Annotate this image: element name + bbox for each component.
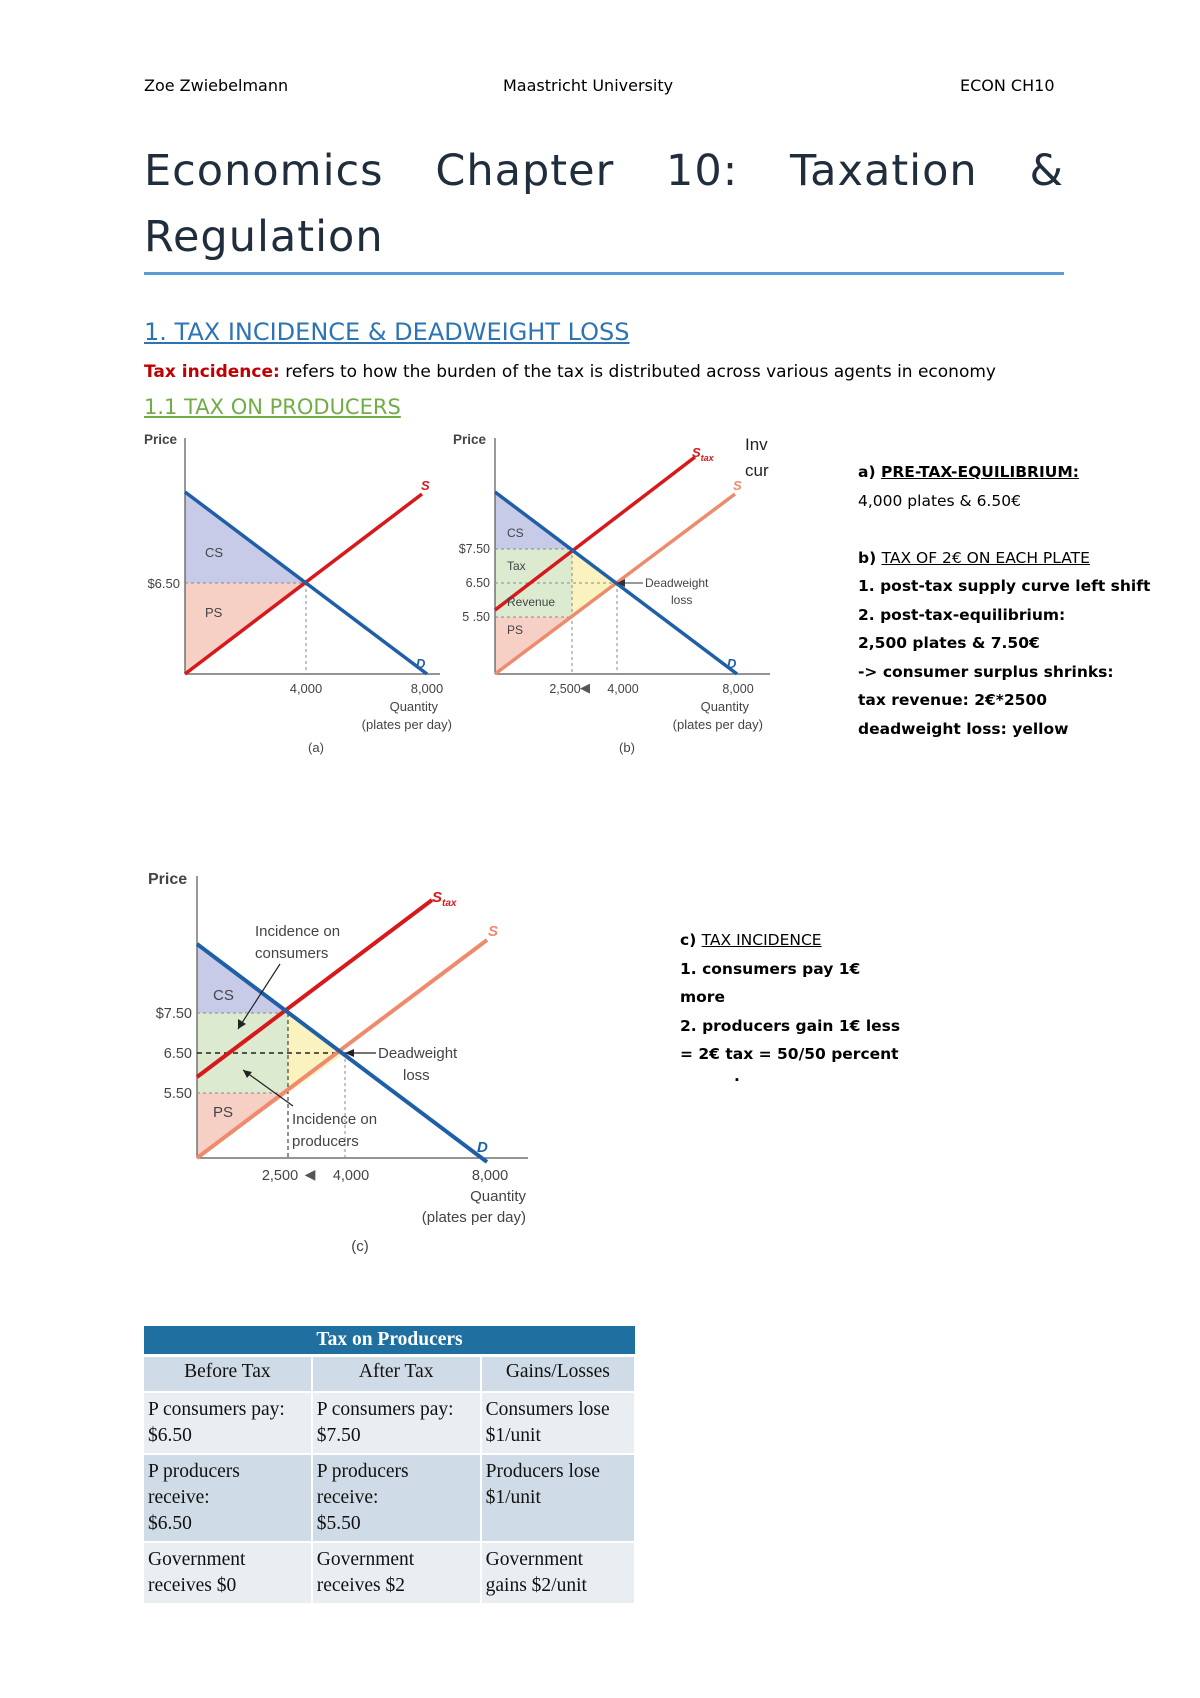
table-cell: Producers lose $1/unit: [481, 1454, 635, 1542]
note-c-prefix: c): [680, 931, 702, 949]
table-cell: P consumers pay: $7.50: [312, 1392, 481, 1454]
chart-a-ps-label: PS: [205, 605, 223, 620]
chart-c-ylabel: Price: [148, 871, 188, 888]
chart-b-y-tick-1: $7.50: [458, 542, 490, 556]
table-col-header: Gains/Losses: [481, 1356, 635, 1393]
notes-ab: [858, 458, 1150, 743]
chart-b-cs-label: CS: [507, 526, 524, 540]
note-b-line1: 1. post-tax supply curve left shift: [858, 577, 1151, 595]
table-col-header: After Tax: [312, 1356, 481, 1393]
note-a-title: PRE-TAX-EQUILIBRIUM:: [880, 463, 1079, 481]
chart-b-s-label: S: [733, 478, 742, 493]
table-cell: Government receives $0: [144, 1542, 312, 1604]
note-c-title: TAX INCIDENCE: [701, 931, 822, 949]
table-col-header: Before Tax: [144, 1356, 312, 1393]
chart-a-x-tick-1: 4,000: [289, 681, 323, 696]
table-row: [144, 1542, 635, 1604]
chart-c-inc-prod-label-1: Incidence on: [292, 1111, 378, 1128]
chart-c-dwl-label-1: Deadweight: [378, 1045, 458, 1062]
note-b-line6: deadweight loss: yellow: [858, 719, 1069, 738]
table-row: [144, 1454, 635, 1542]
chart-c: [140, 866, 540, 1258]
table-cell: Government receives $2: [312, 1542, 481, 1604]
chart-c-cs-label: CS: [213, 987, 234, 1004]
notes-c: [680, 926, 900, 1083]
chart-b-dwl-label-2: loss: [671, 593, 693, 607]
chart-c-xlabel-sub: (plates per day): [421, 1209, 526, 1226]
chart-a-xlabel-sub: (plates per day): [361, 717, 452, 732]
chart-b-dwl-label-1: Deadweight: [645, 576, 709, 590]
chart-c-y-tick-3: 5.50: [163, 1086, 192, 1102]
chart-a-cs-label: CS: [205, 545, 224, 560]
definition-term: Tax incidence:: [144, 362, 280, 382]
tax-on-producers-table: [144, 1326, 636, 1605]
chart-b-ylabel: Price: [453, 432, 487, 447]
note-b-line2: 2. post-tax-equilibrium:: [858, 605, 1066, 624]
definition-paragraph: [144, 362, 996, 382]
chart-b-cut-text-2: cur: [745, 461, 769, 480]
chart-b-xlabel: Quantity: [700, 699, 749, 714]
chart-c-y-tick-2: 6.50: [163, 1046, 192, 1062]
document-title: Economics Chapter 10: Taxation & Regulation: [144, 146, 1064, 262]
chart-c-x-tick-2: 4,000: [332, 1168, 370, 1184]
table-row: [144, 1392, 635, 1454]
chart-b-xlabel-sub: (plates per day): [672, 717, 763, 732]
note-b-title: TAX OF 2€ ON EACH PLATE: [881, 548, 1090, 567]
table-cell: P consumers pay: $6.50: [144, 1392, 312, 1454]
table-cell: P producers receive: $6.50: [144, 1454, 312, 1542]
table-caption: Tax on Producers: [144, 1326, 635, 1356]
note-c-line2: more: [680, 988, 725, 1006]
chart-b-stax-label: $S_{tax}$: [692, 445, 714, 463]
chart-a-s-label: S: [421, 478, 430, 493]
chart-b-y-tick-2: 6.50: [465, 576, 490, 590]
chart-a-ylabel: Price: [144, 432, 178, 447]
chart-b-panel-label: (b): [619, 740, 635, 755]
note-b-line3: 2,500 plates & 7.50€: [858, 634, 1040, 652]
subsection-heading: 1.1 TAX ON PRODUCERS: [144, 395, 401, 419]
chart-a-x-tick-2: 8,000: [410, 681, 444, 696]
header-course: ECON CH10: [960, 76, 1055, 95]
chart-c-inc-cons-label-2: consumers: [255, 945, 329, 962]
chart-c-x-tick-1: 2,500: [261, 1168, 299, 1184]
table-cell: Government gains $2/unit: [481, 1542, 635, 1604]
chart-a-xlabel: Quantity: [389, 699, 438, 714]
table-cell: Consumers lose $1/unit: [481, 1392, 635, 1454]
note-b-line4: -> consumer surplus shrinks:: [858, 662, 1114, 681]
chart-b-x-tick-1: 2,500: [549, 682, 581, 696]
chart-b-x-tick-2: 4,000: [607, 682, 639, 696]
chart-c-d-label: D: [477, 1139, 488, 1156]
definition-text: refers to how the burden of the tax is distributed across various agents in economy: [279, 362, 996, 382]
chart-a-panel-label: (a): [308, 740, 324, 755]
chart-c-inc-prod-label-2: producers: [292, 1133, 359, 1150]
note-c-line3: 2. producers gain 1€ less: [680, 1016, 901, 1035]
chart-c-s-label: S: [488, 923, 499, 940]
note-c-line4: = 2€ tax = 50/50 percent: [680, 1045, 899, 1063]
chart-c-inc-cons-label-1: Incidence on: [255, 923, 341, 940]
note-b-prefix: b): [858, 548, 882, 567]
section-heading: 1. TAX INCIDENCE & DEADWEIGHT LOSS: [144, 318, 630, 346]
chart-c-xlabel: Quantity: [470, 1188, 526, 1205]
chart-b-cut-text-1: Inv: [745, 435, 768, 454]
chart-c-y-tick-1: $7.50: [155, 1006, 192, 1022]
header-author: Zoe Zwiebelmann: [144, 76, 289, 95]
chart-c-dwl-label-2: loss: [403, 1067, 430, 1084]
chart-b-y-tick-3: 5 .50: [462, 610, 490, 624]
table-cell: P producers receive: $5.50: [312, 1454, 481, 1542]
chart-a-d-label: D: [416, 656, 426, 671]
note-a-prefix: a): [858, 463, 881, 481]
chart-a: [140, 428, 470, 758]
chart-b-x-tick-3: 8,000: [722, 682, 754, 696]
chart-b-tax-label: Tax: [507, 559, 526, 573]
chart-c-panel-label: (c): [351, 1238, 369, 1255]
chart-b-d-label: D: [727, 656, 737, 671]
chart-c-left-arrow: ◀: [304, 1166, 316, 1182]
chart-b-ps-label: PS: [507, 623, 524, 637]
header-university: Maastricht University: [503, 76, 674, 95]
chart-c-x-tick-3: 8,000: [471, 1168, 509, 1184]
chart-c-ps-label: PS: [213, 1104, 234, 1121]
title-underline: [144, 272, 1064, 275]
chart-b: [445, 428, 785, 758]
note-c-line5: .: [734, 1066, 740, 1085]
note-a-line1: 4,000 plates & 6.50€: [858, 491, 1021, 510]
chart-a-y-tick: $6.50: [147, 576, 180, 591]
note-b-line5: tax revenue: 2€*2500: [858, 691, 1048, 709]
note-c-line1: 1. consumers pay 1€: [680, 959, 861, 978]
chart-c-stax-label: $S_{tax}$: [432, 889, 457, 909]
chart-b-left-arrow: ◀: [580, 680, 590, 695]
chart-b-revenue-label: Revenue: [507, 595, 556, 609]
